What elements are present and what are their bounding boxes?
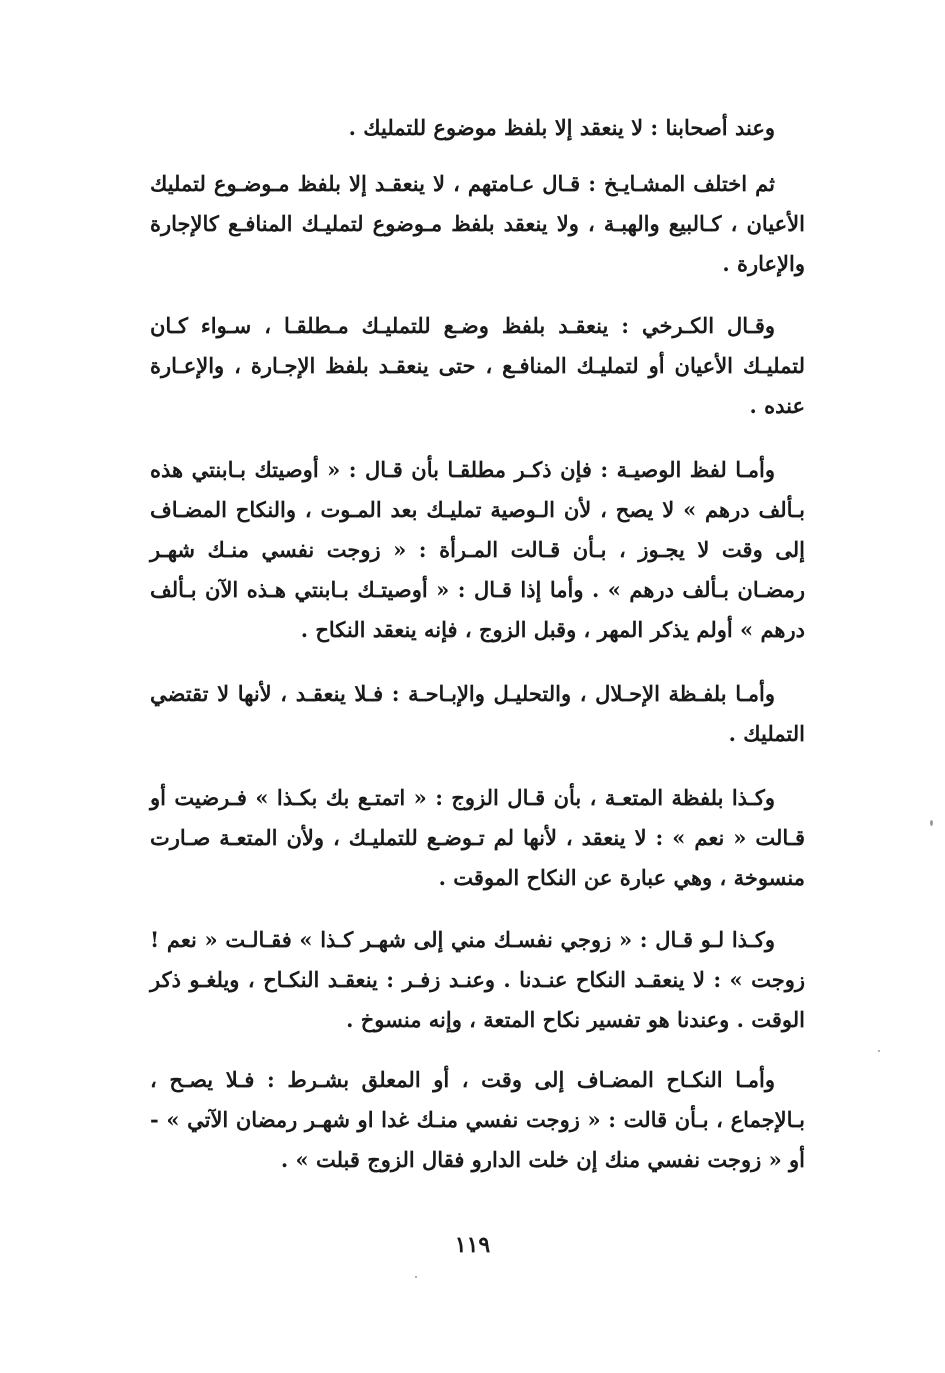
paragraph-2 (150, 164, 805, 284)
paragraph-text: وكـذا لـو قـال : « زوجي نفسـك مني إلى شهـر كـذا » فقـالـت « نعم ! زوجت » : لا ينعقـد النكاح عنـدنا . وعنـد زفـر : ينعقـد النكـاح ، ويلغـو ذكر الوقت . وعندنا هو تفسير نكاح المتعة ، وإنه منسوخ . (150, 927, 805, 1032)
paragraph-4 (150, 450, 805, 650)
paragraph-text: وأمـا لفظ الوصيـة : فإن ذكـر مطلقـا بأن قـال : « أوصيتك بـابنتي هذه بـألف درهم » لا يصح ، لأن الـوصية تمليـك بعد المـوت ، والنكاح المضـاف إلى وقت لا يجـوز ، بـأن قـالت المـرأة : « زوجت نفسي منـك شهـر رمضـان بـألف درهم » . وأما إذا قـال : « أوصيتـك بـابنتي هـذه الآن بـألف درهم » أولم يذكر المهر ، وقبل الزوج ، فإنه ينعقد النكاح . (150, 457, 805, 642)
scan-speck (930, 820, 933, 826)
paragraph-3 (150, 306, 805, 426)
paragraph-8 (150, 1060, 805, 1180)
paragraph-text: وقـال الكـرخي : ينعقـد بلفظ وضـع للتمليـك مـطلقـا ، سـواء كـان لتمليـك الأعيان أو لتمليـك المنافـع ، حتى ينعقـد بلفظ الإجـارة ، والإعـارة عنده . (150, 313, 805, 418)
paragraph-text: وأمـا النكـاح المضـاف إلى وقت ، أو المعلق بشـرط : فـلا يصـح ، بـالإجماع ، بـأن قالت : « زوجت نفسي منـك غدا او شهـر رمضان الآتي » - أو « زوجت نفسي منك إن خلت الدارو فقال الزوج قبلت » . (150, 1067, 805, 1172)
paragraph-text: وأمـا بلفـظة الإحـلال ، والتحليـل والإبـاحـة : فـلا ينعقـد ، لأنها لا تقتضي التمليك . (150, 681, 805, 746)
scan-speck (415, 1276, 417, 1278)
paragraph-text: ثم اختلف المشـايـخ : قـال عـامتهم ، لا ينعقـد إلا بلفظ مـوضـوع لتمليك الأعيان ، كـالبيع والهبـة ، ولا ينعقد بلفظ مـوضوع لتمليـك المنافـع كالإجارة والإعارة . (150, 171, 805, 276)
paragraph-text: وعند أصحابنا : لا ينعقد إلا بلفظ موضوع للتمليك . (348, 115, 775, 140)
page-number: ١١٩ (454, 1232, 491, 1258)
scan-speck (878, 1050, 880, 1052)
paragraph-7 (150, 920, 805, 1040)
paragraph-6 (150, 778, 805, 898)
paragraph-1 (150, 108, 805, 148)
paragraph-5 (150, 674, 805, 754)
paragraph-text: وكـذا بلفظة المتعـة ، بأن قـال الزوج : « اتمتـع بك بكـذا » فـرضيت أو قـالت « نعم » : لا ينعقد ، لأنها لم تـوضـع للتمليـك ، ولأن المتعـة صـارت منسوخة ، وهي عبارة عن النكاح الموقت . (150, 785, 805, 890)
